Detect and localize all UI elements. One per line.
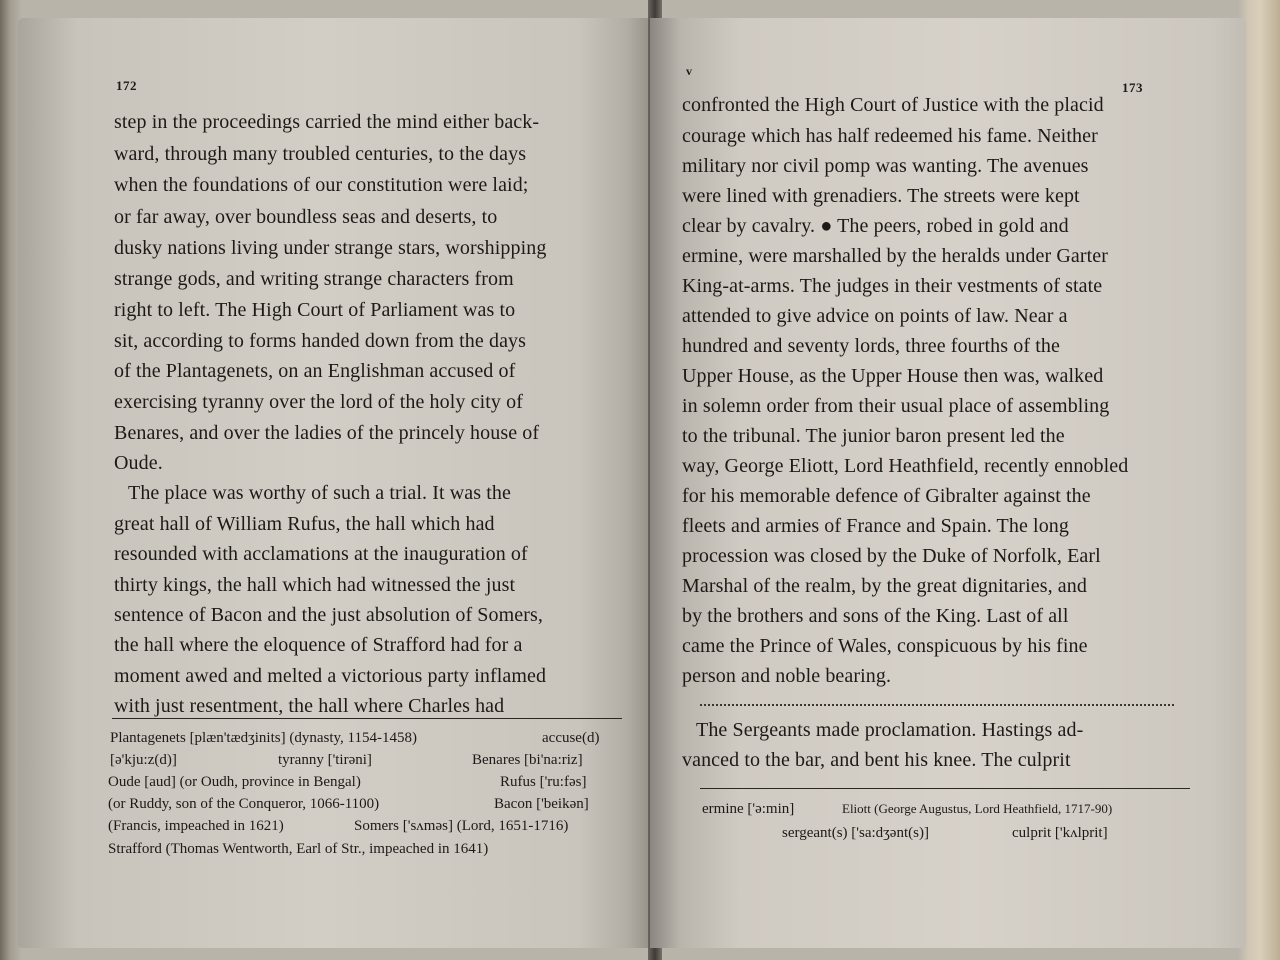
footnote-text: Plantagenets [plæn'tædʒinits] (dynasty, 1154-1458)	[110, 730, 417, 746]
footnote-rule	[700, 788, 1190, 789]
footnote-rule	[112, 718, 622, 719]
text-line: hundred and seventy lords, three fourths of the	[682, 335, 1060, 357]
text-line: moment awed and melted a victorious party inflamed	[114, 665, 547, 687]
text-line: attended to give advice on points of law. Near a	[682, 305, 1068, 327]
text-line: when the foundations of our constitution were laid;	[114, 174, 529, 196]
text-line: way, George Eliott, Lord Heathfield, recently ennobled	[682, 455, 1129, 477]
footnote-text: ermine ['ə:min]	[702, 801, 795, 817]
text-line: person and noble bearing.	[682, 665, 892, 687]
footnote-text: Benares [bi'na:riz]	[472, 752, 583, 768]
text-line: sentence of Bacon and the just absolution of Somers,	[114, 604, 543, 626]
footnote-text: [ə'kju:z(d)]	[110, 752, 177, 768]
text-line: dusky nations living under strange stars, worshipping	[114, 237, 547, 259]
text-line: the hall where the eloquence of Strafford had for a	[114, 634, 523, 656]
text-line: military nor civil pomp was wanting. The avenues	[682, 155, 1089, 177]
footnote-text: Oude [aud] (or Oudh, province in Bengal)	[108, 774, 361, 790]
text-line: The Sergeants made proclamation. Hastings ad-	[696, 719, 1084, 741]
text-line: of the Plantagenets, on an Englishman accused of	[114, 360, 516, 382]
page-number: 172	[116, 78, 137, 93]
footnote-text: (or Ruddy, son of the Conqueror, 1066-1100)	[108, 796, 380, 812]
footnote-text: sergeant(s) ['sa:dʒənt(s)]	[782, 825, 929, 841]
footnote-text: Bacon ['beikən]	[494, 796, 589, 812]
text-line: fleets and armies of France and Spain. The long	[682, 515, 1069, 537]
text-line: resounded with acclamations at the inauguration of	[114, 543, 528, 565]
text-line: King-at-arms. The judges in their vestments of state	[682, 275, 1103, 297]
printer-mark: v	[686, 64, 692, 78]
text-line: clear by cavalry. ● The peers, robed in gold and	[682, 215, 1069, 237]
text-line: in solemn order from their usual place of assembling	[682, 395, 1110, 417]
footnote-text: (Francis, impeached in 1621)	[108, 818, 284, 834]
section-break	[700, 704, 1174, 706]
footnote-text: Rufus ['ru:fəs]	[500, 774, 587, 790]
text-line: for his memorable defence of Gibralter against the	[682, 485, 1091, 507]
text-line: Benares, and over the ladies of the princely house of	[114, 422, 540, 444]
text-line: The place was worthy of such a trial. It was the	[128, 482, 512, 504]
text-line: step in the proceedings carried the mind either back-	[114, 111, 540, 133]
text-line: Upper House, as the Upper House then was, walked	[682, 365, 1104, 387]
text-line: right to left. The High Court of Parliament was to	[114, 299, 516, 321]
text-line: were lined with grenadiers. The streets were kept	[682, 185, 1080, 207]
footnote-text: Eliott (George Augustus, Lord Heathfield, 1717-90)	[842, 801, 1113, 816]
text-line: vanced to the bar, and bent his knee. The culprit	[682, 749, 1071, 771]
text-line: to the tribunal. The junior baron present led the	[682, 425, 1065, 447]
text-line: or far away, over boundless seas and deserts, to	[114, 206, 498, 228]
text-line: thirty kings, the hall which had witnessed the just	[114, 574, 516, 596]
text-line: with just resentment, the hall where Charles had	[114, 695, 505, 717]
footnote-text: Somers ['sʌməs] (Lord, 1651-1716)	[354, 818, 569, 834]
left-page	[18, 18, 656, 948]
text-line: ermine, were marshalled by the heralds under Garter	[682, 245, 1109, 267]
text-line: by the brothers and sons of the King. Last of all	[682, 605, 1069, 627]
text-line: sit, according to forms handed down from the days	[114, 330, 527, 352]
text-line: great hall of William Rufus, the hall which had	[114, 513, 495, 535]
text-line: came the Prince of Wales, conspicuous by his fine	[682, 635, 1088, 657]
text-line: Marshal of the realm, by the great dignitaries, and	[682, 575, 1087, 597]
footnote-text: accuse(d)	[542, 730, 600, 746]
text-line: courage which has half redeemed his fame. Neither	[682, 125, 1098, 147]
page-number: 173	[1122, 80, 1143, 95]
footnote-text: culprit ['kʌlprit]	[1012, 825, 1108, 841]
text-line: ward, through many troubled centuries, to the days	[114, 143, 527, 165]
footnote-text: tyranny ['tirəni]	[278, 752, 372, 768]
text-line: strange gods, and writing strange characters from	[114, 268, 514, 290]
text-line: exercising tyranny over the lord of the holy city of	[114, 391, 523, 413]
text-line: procession was closed by the Duke of Norfolk, Earl	[682, 545, 1101, 567]
footnote-text: Strafford (Thomas Wentworth, Earl of Str., impeached in 1641)	[108, 841, 489, 857]
text-line: confronted the High Court of Justice with the placid	[682, 94, 1104, 116]
right-page	[650, 18, 1246, 948]
text-line: Oude.	[114, 452, 163, 474]
